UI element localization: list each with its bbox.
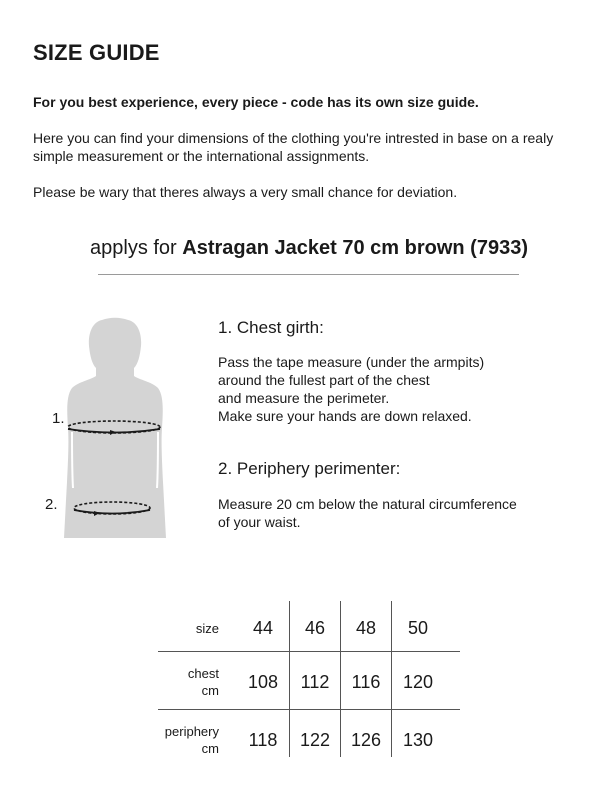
body-silhouette-figure: [50, 312, 180, 552]
row-label-line: chest: [187, 666, 219, 681]
periphery-marker: 2.: [45, 496, 58, 513]
body-silhouette-icon: [50, 312, 180, 552]
description-line: Make sure your hands are down relaxed.: [218, 408, 472, 424]
row-label-line: cm: [201, 683, 219, 698]
table-cell: 46: [304, 618, 326, 638]
row-label: [188, 665, 219, 699]
row-label: [196, 620, 219, 637]
product-applies-line: [0, 237, 600, 260]
table-cell: 118: [248, 730, 278, 750]
page-title: SIZE GUIDE: [33, 40, 160, 65]
periphery-heading: 2. Periphery perimenter:: [218, 459, 401, 478]
table-cell: 122: [299, 730, 331, 750]
chest-marker: 1.: [52, 410, 65, 427]
chest-girth-description: [218, 353, 568, 425]
chest-girth-heading: 1. Chest girth:: [218, 318, 324, 337]
table-cell: 130: [402, 730, 434, 750]
table-gridline: [158, 651, 460, 652]
description-line: Measure 20 cm below the natural circumference: [218, 496, 517, 512]
table-gridline: [391, 601, 392, 757]
divider: [98, 274, 519, 275]
description-line: around the fullest part of the chest: [218, 372, 430, 388]
table-cell: 112: [300, 672, 330, 692]
table-cell: 50: [407, 618, 429, 638]
row-label-line: cm: [201, 741, 219, 756]
table-cell: 116: [351, 672, 381, 692]
row-label: [165, 723, 219, 757]
description-line: and measure the perimeter.: [218, 390, 390, 406]
product-name: Astragan Jacket 70 cm brown (7933): [182, 237, 528, 259]
intro-paragraph: Here you can find your dimensions of the clothing you're intrested in base on a realy simple measurement or the international assignments.: [33, 130, 554, 164]
deviation-note: Please be wary that theres always a very small chance for deviation.: [33, 184, 458, 200]
row-label-line: periphery: [164, 724, 219, 739]
applies-prefix: applys for: [90, 237, 177, 259]
table-cell: 120: [402, 672, 434, 692]
table-gridline: [158, 709, 460, 710]
description-line: of your waist.: [218, 514, 301, 530]
table-cell: 126: [350, 730, 382, 750]
row-label-line: size: [195, 621, 219, 636]
periphery-description: [218, 495, 568, 531]
table-cell: 108: [247, 672, 279, 692]
table-cell: 44: [252, 618, 274, 638]
table-cell: 48: [355, 618, 377, 638]
description-line: Pass the tape measure (under the armpits): [218, 354, 485, 370]
lead-text: For you best experience, every piece - code has its own size guide.: [33, 94, 479, 110]
